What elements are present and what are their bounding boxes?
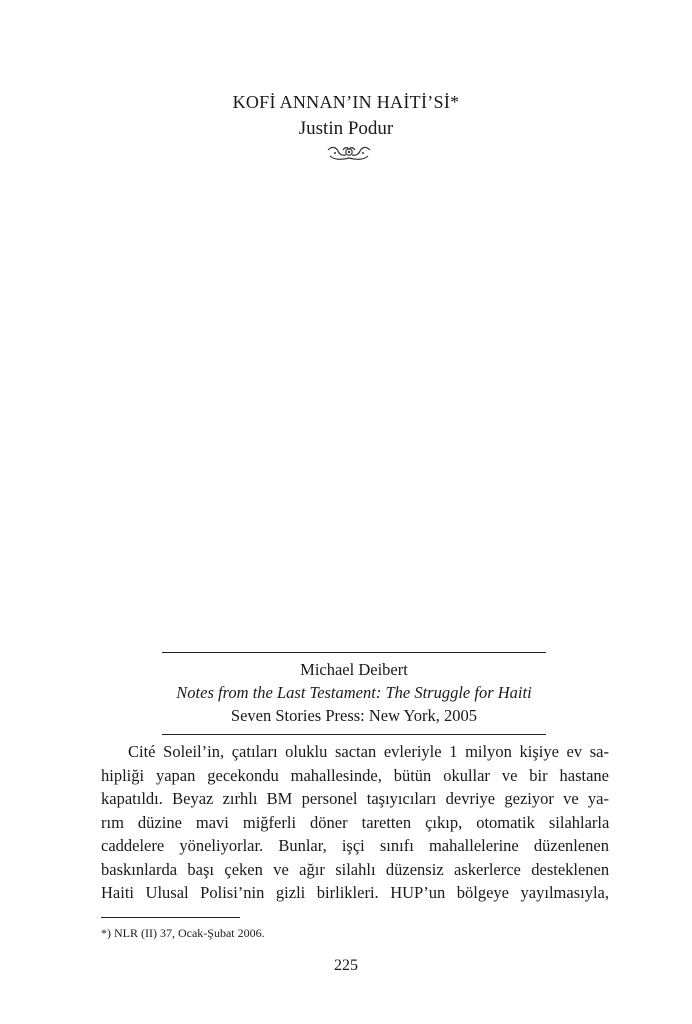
body-line: caddelere yöneliyorlar. Bunlar, işçi sınıfı mahallelerine düzenlenen [101,836,609,855]
chapter-author: Justin Podur [298,118,394,139]
body-line: baskınlarda başı çeken ve ağır silahlı düzensiz askerlerce desteklenen [101,859,610,879]
body-line: Cité Soleil’in, çatıları oluklu sactan evleriyle 1 milyon kişiye ev sa- [128,742,609,761]
chapter-title: KOFİ ANNAN’IN HAİTİ’Sİ* [232,92,460,112]
footnote-divider [101,917,240,918]
body-line: hipliği yapan gecekondu mahallesinde, bütün okullar ve bir hastane [101,765,609,785]
publisher-info: Seven Stories Press: New York, 2005 [230,706,478,725]
reviewed-author: Michael Deibert [300,660,408,679]
body-paragraph [101,740,609,905]
footnote: *) NLR (II) 37, Ocak-Şubat 2006. [101,926,265,940]
page-number: 225 [334,957,358,974]
floral-ornament-icon [326,144,372,162]
book-review-header [162,652,546,735]
body-line: Haiti Ulusal Polisi’nin gizli birlikleri. HUP’un bölgeye yayılmasıyla, [101,883,609,902]
book-title: Notes from the Last Testament: The Struggle for Haiti [176,683,532,702]
body-line: kapatıldı. Beyaz zırhlı BM personel taşıyıcıları devriye geziyor ve ya- [101,789,609,808]
body-line: rım düzine mavi miğferli döner taretten çıkıp, otomatik silahlarla [101,812,610,832]
